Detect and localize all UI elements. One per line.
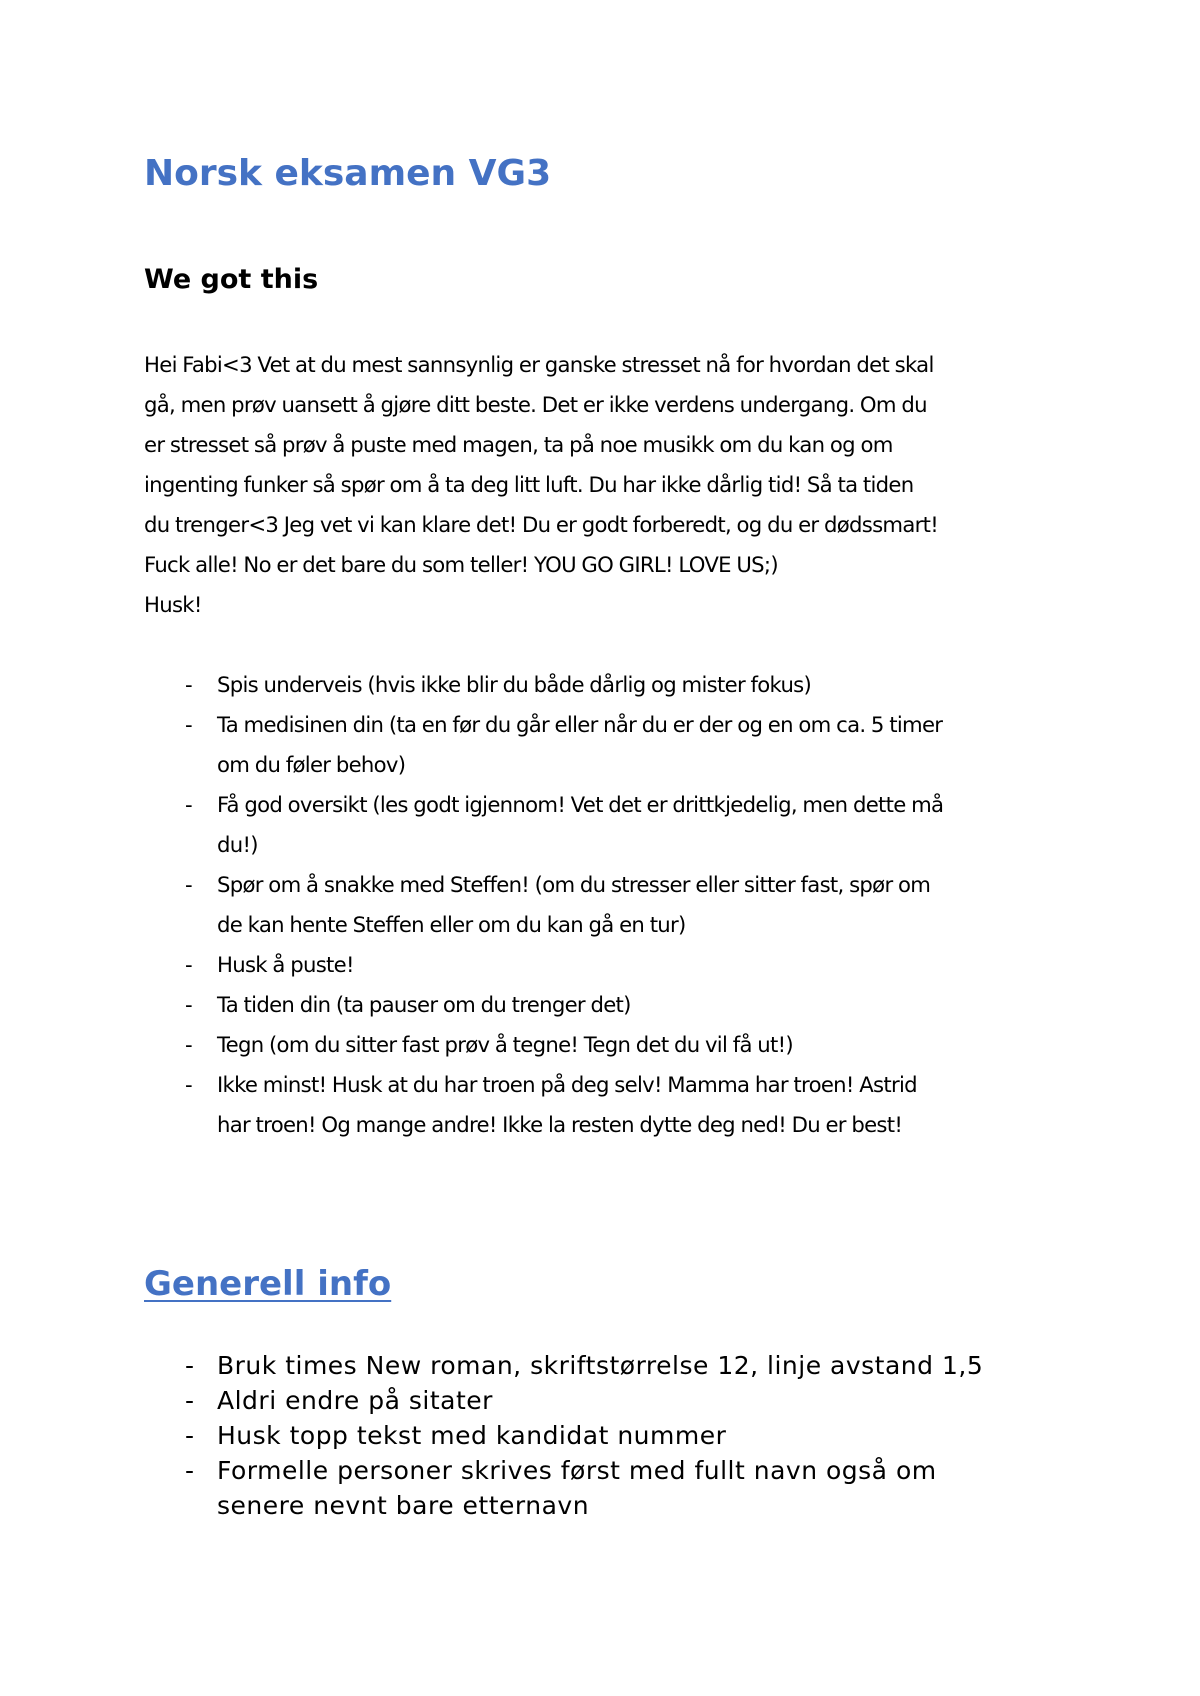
list-item: [144, 665, 1064, 705]
bullet-dash: -: [185, 1032, 192, 1057]
list-item-text: Formelle personer skrives først med fullt navn også om: [217, 1456, 937, 1485]
list-item-text: Ta tiden din (ta pauser om du trenger det): [217, 992, 631, 1017]
list-item-text: Husk å puste!: [217, 952, 354, 977]
intro-line: Hei Fabi<3 Vet at du mest sannsynlig er ganske stresset nå for hvordan det skal: [144, 352, 934, 377]
bullet-dash: -: [185, 952, 192, 977]
bullet-dash: -: [185, 872, 192, 897]
list-item-text: har troen! Og mange andre! Ikke la resten dytte deg ned! Du er best!: [217, 1112, 903, 1137]
list-item-text: Spør om å snakke med Steffen! (om du stresser eller sitter fast, spør om: [217, 872, 931, 897]
list-item: [144, 985, 1064, 1025]
document-subtitle: We got this: [144, 264, 319, 295]
list-item-text: Spis underveis (hvis ikke blir du både dårlig og mister fokus): [217, 672, 812, 697]
list-item-text: Få god oversikt (les godt igjennom! Vet det er drittkjedelig, men dette må: [217, 792, 944, 817]
list-item-text: de kan hente Steffen eller om du kan gå en tur): [217, 912, 686, 937]
bullet-dash: -: [185, 1351, 195, 1380]
intro-line: Fuck alle! No er det bare du som teller! YOU GO GIRL! LOVE US;): [144, 552, 778, 577]
list-item: [144, 1065, 1064, 1145]
list-item-text: Tegn (om du sitter fast prøv å tegne! Tegn det du vil få ut!): [217, 1032, 793, 1057]
bullet-dash: -: [185, 1456, 195, 1485]
bullet-dash: -: [185, 712, 192, 737]
bullet-dash: -: [185, 1421, 195, 1450]
list-item: [144, 705, 1064, 785]
bullet-dash: -: [185, 792, 192, 817]
bullet-dash: -: [185, 992, 192, 1017]
list-item-text: Ikke minst! Husk at du har troen på deg selv! Mamma har troen! Astrid: [217, 1072, 917, 1097]
bullet-dash: -: [185, 672, 192, 697]
list-item: [144, 1025, 1064, 1065]
list-item: [144, 1418, 1064, 1453]
list-item: [144, 1383, 1064, 1418]
list-item-text: Aldri endre på sitater: [217, 1386, 493, 1415]
list-item-text: senere nevnt bare etternavn: [217, 1491, 590, 1520]
intro-line: ingenting funker så spør om å ta deg litt luft. Du har ikke dårlig tid! Så ta tiden: [144, 472, 914, 497]
intro-line: du trenger<3 Jeg vet vi kan klare det! Du er godt forberedt, og du er dødssmart!: [144, 512, 939, 537]
intro-line: er stresset så prøv å puste med magen, ta på noe musikk om du kan og om: [144, 432, 893, 457]
list-item: [144, 945, 1064, 985]
list-item-text: du!): [217, 832, 258, 857]
list-item: [144, 1348, 1064, 1383]
husk-label: Husk!: [144, 592, 202, 617]
list-item-text: Husk topp tekst med kandidat nummer: [217, 1421, 727, 1450]
list-item-text: Bruk times New roman, skriftstørrelse 12, linje avstand 1,5: [217, 1351, 984, 1380]
intro-paragraph: [144, 345, 1064, 625]
tips-list: [144, 665, 1064, 1145]
bullet-dash: -: [185, 1386, 195, 1415]
document-title: Norsk eksamen VG3: [144, 153, 552, 194]
list-item: [144, 865, 1064, 945]
bullet-dash: -: [185, 1072, 192, 1097]
list-item-text: om du føler behov): [217, 752, 406, 777]
info-list: [144, 1348, 1064, 1523]
intro-line: gå, men prøv uansett å gjøre ditt beste. Det er ikke verdens undergang. Om du: [144, 392, 927, 417]
list-item: [144, 1453, 1064, 1523]
list-item-text: Ta medisinen din (ta en før du går eller når du er der og en om ca. 5 timer: [217, 712, 943, 737]
list-item: [144, 785, 1064, 865]
section-heading-generell-info: Generell info: [144, 1264, 392, 1304]
